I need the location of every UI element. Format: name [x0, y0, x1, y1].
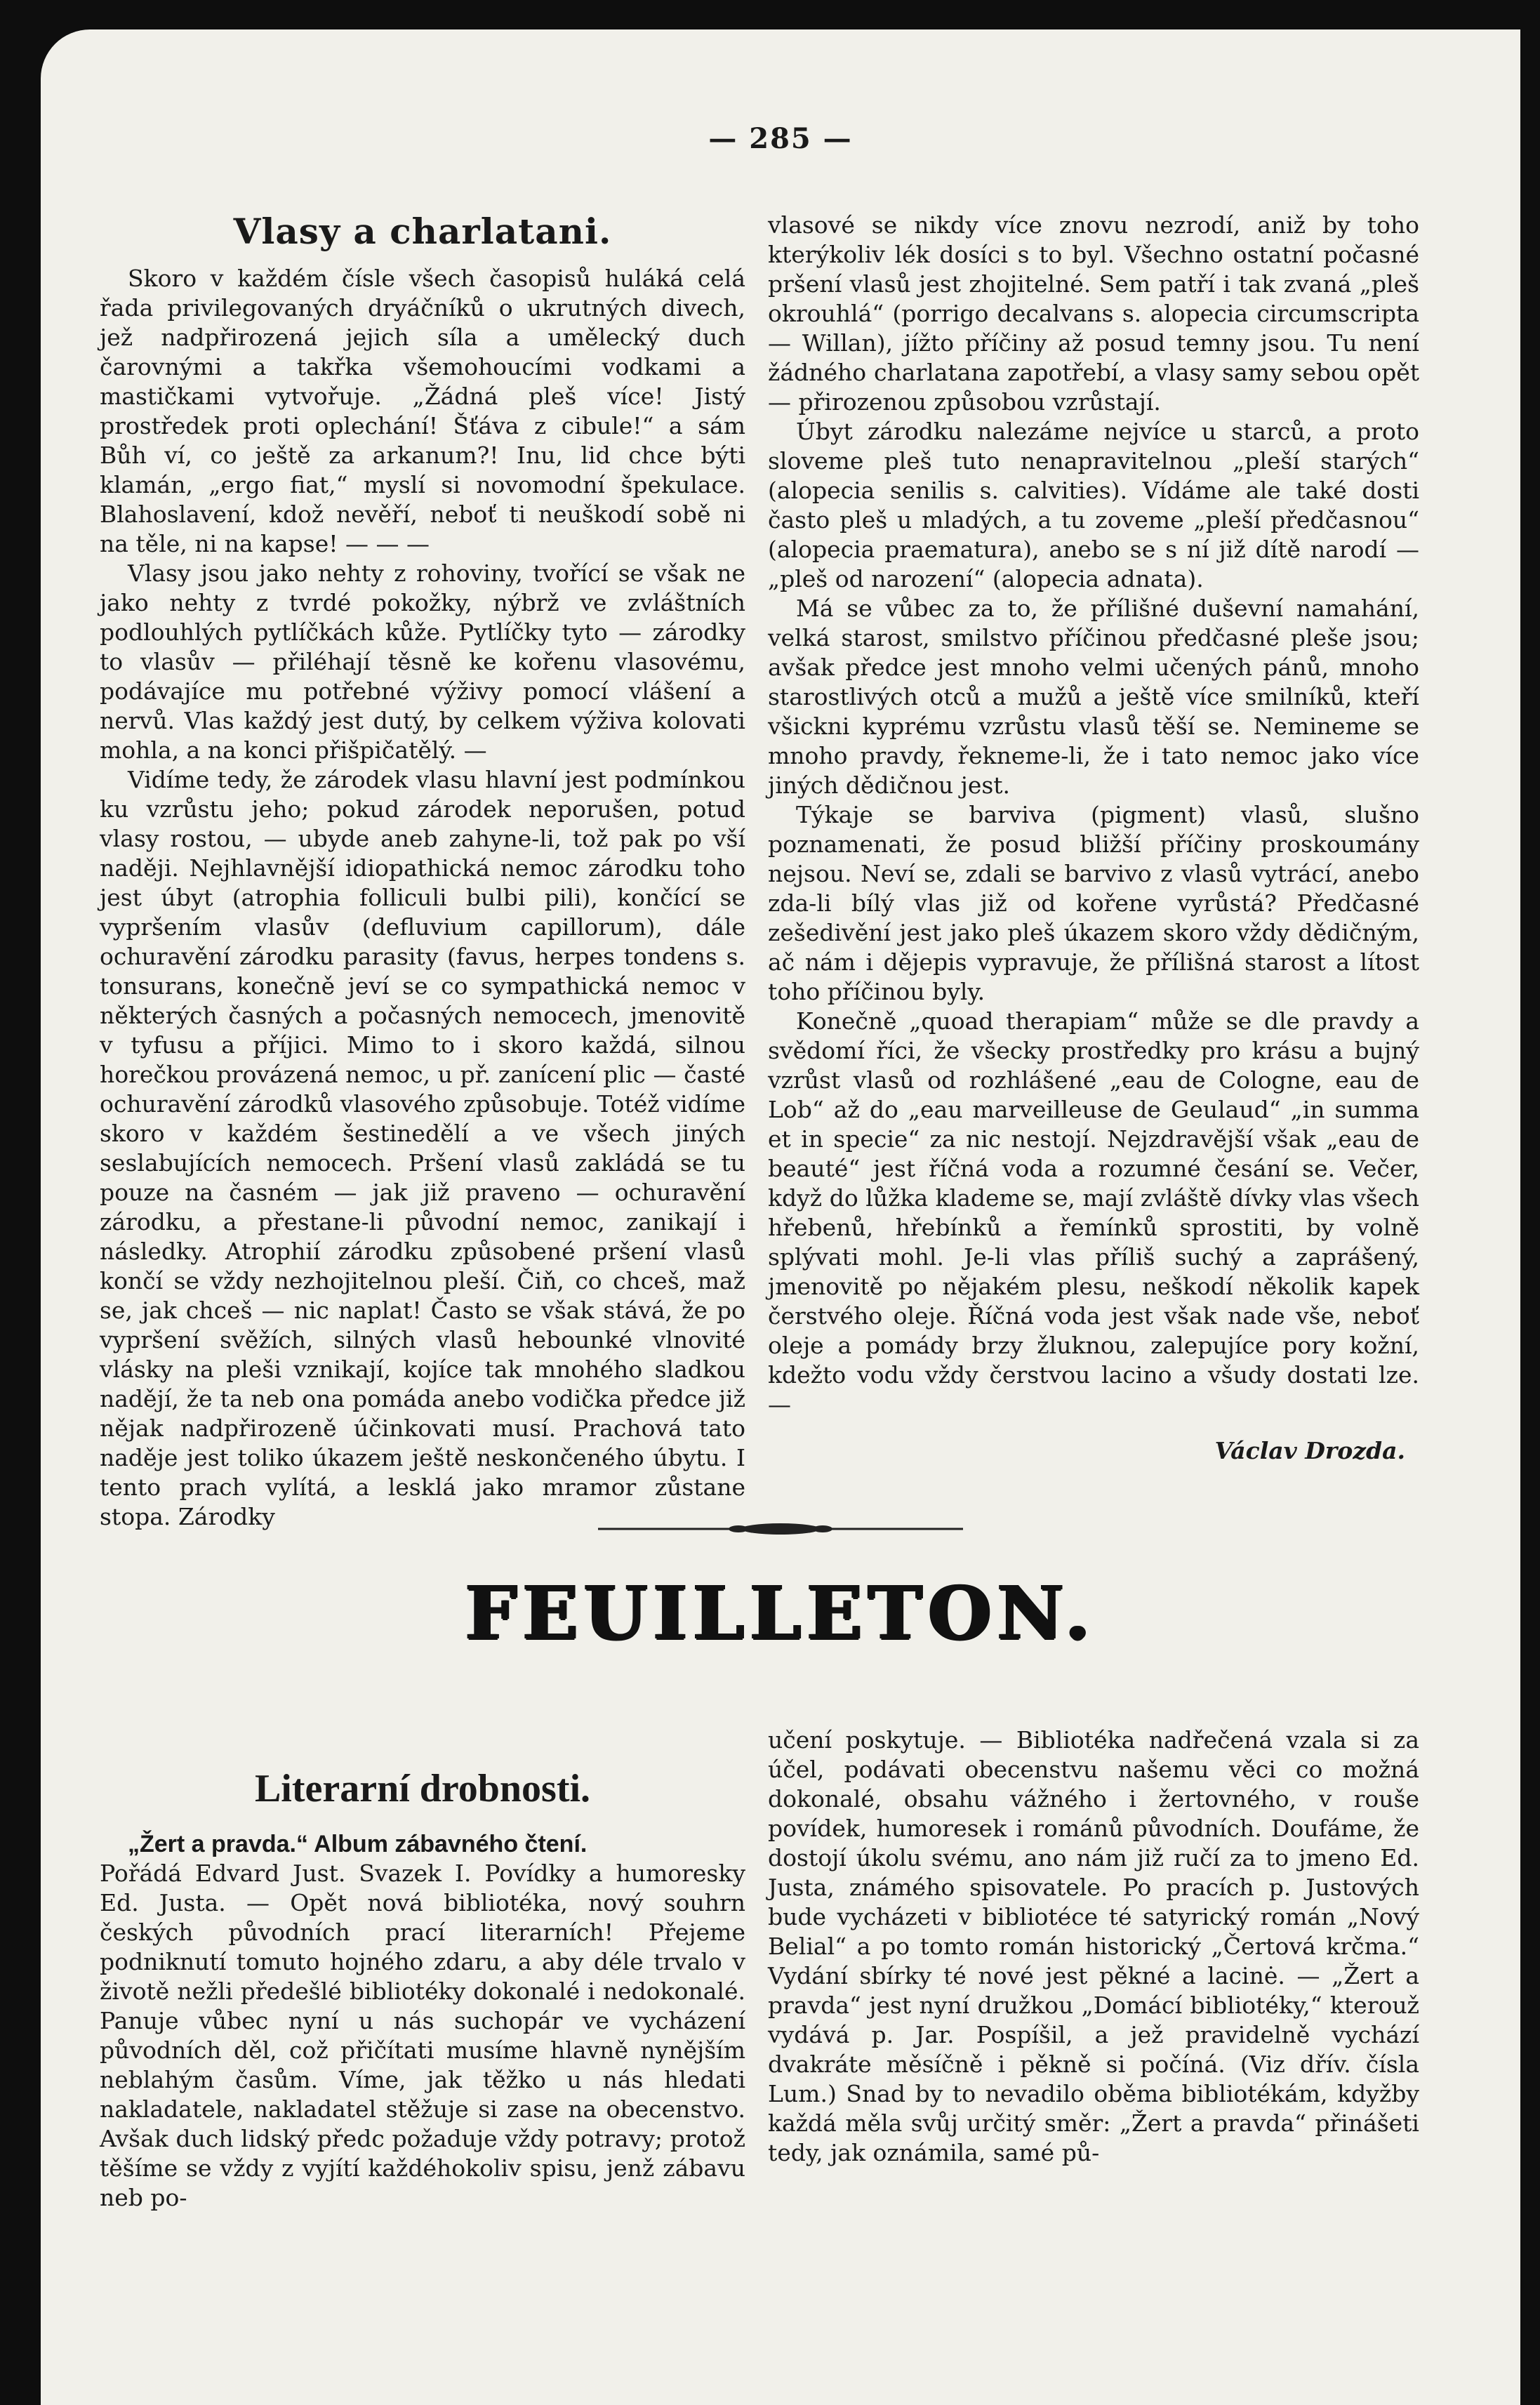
literary-paragraph: učení poskytuje. — Bibliotéka nadřečená vzala si za účel, podávati obecenstvu našemu věci co možná dokonalé, obsahu vážného i žertovného, v rouše povídek, humoresek i románů původních. Doufáme, že dostojí úkolu svému, ano nám již ručí za to jmeno Ed. Justa, známého spisovatele. Po pracích p. Justových bude vycházeti v bibliotéce té satyrický román „Nový Belial“ a po tomto román historický „Čertová krčma.“ Vydání sbírky té nové jest pěkné a lacinė. — „Žert a pravda“ jest nyní družkou „Domácí bibliotéky,“ kterouž vydává p. Jar. Pospíšil, a jež pravidelně vychází dvakráte měsíčně i pěkně si počíná. (Viz dřív. čísla Lum.) Snad by to nevadilo oběma bibliotékám, kdyžby každá měla svůj určitý směr: „Žert a pravda“ přinášeti tedy, jak oznámila, samé pů- — [768, 1726, 1419, 2166]
article-title: Vlasy a charlatani. — [233, 211, 612, 252]
article-paragraph: Vidíme tedy, že zárodek vlasu hlavní jest podmínkou ku vzrůstu jeho; pokud zárodek neporušen, potud vlasy rostou, — ubyde aneb zahyne-li, tož pak po vší naději. Nejhlavnější idiopathická nemoc zárodku toho jest úbyt (atrophia folliculi bulbi pili), končící se vypršením vlasův (defluvium capillorum), dále ochuravění zárodku parasity (favus, herpes tondens s. tonsurans, konečně jeví se co sympathická nemoc v některých časných a počasných nemocech, jmenovitě v tyfusu a příjici. Mimo to i skoro každá, silnou horečkou provázená nemoc, u př. zanícení plic — časté ochuravění zárodků vlasového způsobuje. Totéž vidíme skoro v každém šestinedělí a ve všech jiných seslabujících nemocech. Pršení vlasů zakládá se tu pouze na časném — jak již praveno — ochuravění zárodku, a přestane-li původní nemoc, zanikají i následky. Atrophií zárodku způsobené pršení vlasů končí se vždy nezhojitelnou pleší. Čiň, co chceš, maž se, jak chceš — nic naplat! Často se však stává, že po vypršení svěžích, silných vlasů hebounké vlnovité vlásky na pleši vznikají, kojíce tak mnohého sladkou nadějí, že ta neb ona pomáda anebo vodička předce již nějak nadpřirozeně účinkovati musí. Prachová tato naděje jest toliko úkazem ještě neskončeného úbytu. I tento prach vylítá, a lesklá jako mramor zůstane stopa. Zárodky — [100, 766, 745, 1530]
section-heading-feuilleton: FEUILLETON. — [465, 1570, 1096, 1656]
divider-ornament-icon — [584, 1522, 977, 1536]
article-paragraph: Skoro v každém čísle všech časopisů huláká celá řada privilegovaných dryáčníků o ukrutných divech, jež nadpřirozená jejich síla a umělecký duch čarovnými a takřka všemohoucími vodkami a mastičkami vytvořuje. „Žádná pleš více! Jistý prostředek proti oplechání! Šťáva z cibule!“ a sám Bůh ví, co ještě za arkanum?! Inu, lid chce býti klamán, „ergo fiat,“ myslí si novomodní špekulace. Blahoslavení, kdož nevěří, neboť ti neuškodí sobě ni na těle, ni na kapse! — — — — [100, 265, 745, 557]
article-right-column — [768, 211, 1419, 1466]
literary-right-column — [768, 1725, 1419, 2168]
literary-paragraph: Pořádá Edvard Just. Svazek I. Povídky a humoresky Ed. Justa. — Opět nová bibliotéka, nový souhrn českých původních prací literarních! Přejeme podniknutí tomuto hojného zdaru, a aby déle trvalo v životě nežli předešlé bibliotéky dokonalé i nedokonalé. Panuje vůbec nyní u nás suchopár ve vycházení původních děl, což přičítati musíme hlavně nynějším neblahým časům. Víme, jak těžko u nás hledati nakladatele, nakladatel stěžuje si zase na obecenstvo. Avšak duch lidský předc požaduje vždy potravy; protož těšíme se vždy z vyjítí každéhokoliv spisu, jenž zábavu neb po- — [100, 1860, 745, 2211]
article-paragraph: Úbyt zárodku nalezáme nejvíce u starců, a proto sloveme pleš tuto nenapravitelnou „pleší starých“ (alopecia senilis s. calvities). Vídáme ale také dosti často pleš u mladých, a tu zoveme „pleší předčasnou“ (alopecia praematura), anebo se s ní již dítě narodí — „pleš od narození“ (alopecia adnata). — [768, 418, 1419, 592]
article-paragraph: Má se vůbec za to, že přílišné duševní namahání, velká starost, smilstvo příčinou předčasné pleše jsou; avšak předce jest mnoho velmi učených pánů, mnoho starostlivých otců a mužů a ještě více smilníků, kteří všickni kyprému vzrůstu vlasů těší se. Nemineme se mnoho pravdy, řekneme-li, že i tato nemoc jako více jiných dědičnou jest. — [768, 595, 1419, 799]
page-number: — 285 — — [708, 122, 853, 155]
literary-title: Literarní drobnosti. — [254, 1767, 591, 1810]
article-paragraph: Týkaje se barviva (pigment) vlasů, slušno poznamenati, že posud bližší příčiny proskoumány nejsou. Neví se, zdali se barvivo z vlasů vytrácí, anebo zda-li bílý vlas již od kořene vyrůstá? Předčasné zešedivění jest jako pleš úkazem skoro vždy dědičným, ač nám i dějepis vypravuje, že přílišná starost a lítost toho příčinou byly. — [768, 801, 1419, 1005]
article-left-column — [100, 211, 745, 1532]
ornamental-divider — [41, 1522, 1520, 1536]
book-title: „Žert a pravda.“ Album zábavného čtení. — [128, 1831, 588, 1857]
article-author: Václav Drozda. — [1214, 1437, 1405, 1464]
article-paragraph: Vlasy jsou jako nehty z rohoviny, tvořící se však ne jako nehty z tvrdé pokožky, nýbrž ve zvláštních podlouhlých pytlíčkách kůže. Pytlíčky tyto — zárodky to vlasův — přiléhají těsně ke kořenu vlasovému, podávajíce mu potřebné výživy pomocí vlášení a nervů. Vlas každý jest dutý, by celkem výživa kolovati mohla, a na konci přišpičatělý. — — [100, 559, 745, 764]
article-paragraph: vlasové se nikdy více znovu nezrodí, aniž by toho kterýkoliv lék dosíci s to byl. Všechno ostatní počasné pršení vlasů jest zhojitelné. Sem patří i tak zvaná „pleš okrouhlá“ (porrigo decalvans s. alopecia circumscripta — Willan), jížto příčiny až posud temny jsou. Tu není žádného charlatana zapotřebí, a vlasy samy sebou opět — přirozenou způsobou vzrůstají. — [768, 211, 1419, 416]
article-paragraph: Konečně „quoad therapiam“ může se dle pravdy a svědomí říci, že všecky prostředky pro krásu a bujný vzrůst vlasů od rozhlášené „eau de Cologne, eau de Lob“ až do „eau marveilleuse de Geulaud“ „in summa et in specie“ za nic nestojí. Nejzdravější však „eau de beauté“ jest říčná voda a rozumné česání se. Večer, když do lůžka klademe se, mají zvláště dívky vlas všech hřebenů, hřebínků a řemínků sprostiti, by volně splývati mohl. Je-li vlas příliš suchý a zaprášený, jmenovitě po nějakém plesu, neškodí několik kapek čerstvého oleje. Říčná voda jest však nade vše, neboť oleje a pomády brzy žluknou, zalepujíce pory kožní, kdežto vodu vždy čerstvou lacino a všudy dostati lze. — — [768, 1007, 1419, 1418]
newspaper-page — [41, 29, 1520, 2405]
literary-left-column — [100, 1768, 745, 2213]
